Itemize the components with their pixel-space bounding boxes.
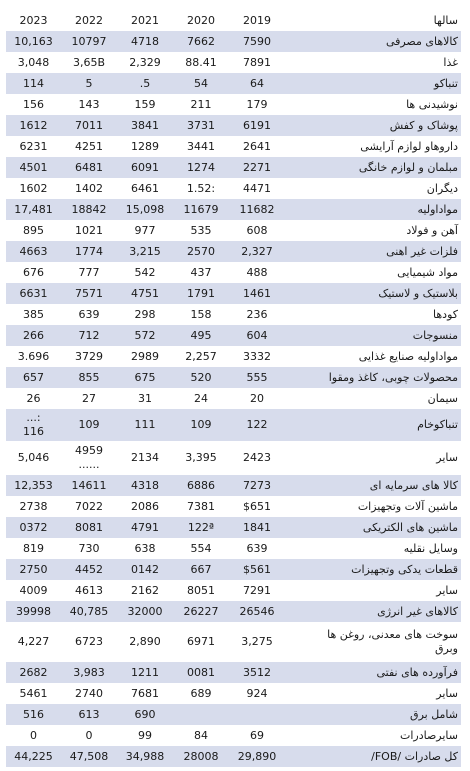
- table-row: [6, 496, 461, 517]
- value-cell: 3,395: [185, 451, 217, 464]
- value-cell: 572: [117, 325, 173, 346]
- value-cell: 5461: [19, 686, 48, 700]
- value-cell: 1774: [61, 241, 117, 262]
- value-cell: 555: [229, 367, 285, 388]
- value-cell: 10,163: [6, 31, 61, 52]
- value-cell: 495: [173, 325, 229, 346]
- value-cell: 5,046: [17, 451, 50, 464]
- value-cell: 675: [117, 367, 173, 388]
- table-row: [6, 157, 461, 178]
- value-cell: 54: [173, 73, 229, 94]
- row-label: تنباکوخام: [285, 409, 461, 441]
- value-cell: 657: [6, 367, 61, 388]
- value-cell: 26227: [173, 601, 229, 622]
- value-cell: 8081: [61, 517, 117, 538]
- row-label: مواد شیمیایی: [397, 265, 458, 279]
- value-cell: 122: [229, 409, 285, 441]
- value-cell: 2750: [6, 559, 61, 580]
- value-cell: 488: [246, 265, 268, 279]
- row-label: ماشین های الکتریکی: [285, 517, 461, 538]
- value-cell: 1461: [229, 283, 285, 304]
- table-row: [6, 136, 461, 157]
- value-cell: $561: [229, 559, 285, 580]
- value-cell: 0: [30, 728, 37, 742]
- year-header: 2023: [19, 13, 48, 27]
- row-label: وسایل نقلیه: [403, 541, 458, 555]
- value-cell: 0372: [6, 517, 61, 538]
- value-cell: 1.52:: [186, 181, 216, 195]
- table-row: [6, 746, 461, 767]
- table-row: [6, 73, 461, 94]
- value-cell: 2271: [229, 157, 285, 178]
- value-cell: 26: [26, 391, 41, 405]
- value-cell: 3,215: [117, 241, 173, 262]
- value-cell: 236: [246, 307, 268, 321]
- value-cell: 819: [23, 541, 44, 555]
- value-cell: 20: [250, 391, 264, 405]
- value-cell: 1274: [173, 157, 229, 178]
- value-cell: 3,65B: [72, 55, 106, 69]
- value-cell: 266: [6, 325, 61, 346]
- value-cell: 6231: [19, 139, 48, 153]
- table-row: [6, 94, 461, 115]
- value-cell: 4318: [117, 475, 173, 496]
- value-cell: 1289: [131, 139, 159, 153]
- value-cell: 2682: [6, 662, 61, 683]
- table-row: [6, 283, 461, 304]
- row-label: بلاستیک و لاستیک: [285, 283, 461, 304]
- value-cell: 4471: [243, 181, 271, 195]
- value-cell: 159: [134, 97, 156, 111]
- value-cell: 437: [190, 265, 212, 279]
- value-cell: 114: [6, 73, 61, 94]
- row-label: سوخت های معدنی، روغن ها وبرق: [327, 628, 458, 655]
- value-cell: 26546: [229, 601, 285, 622]
- value-cell: 6631: [6, 283, 61, 304]
- table-row: [6, 725, 461, 746]
- value-cell: 3441: [187, 139, 215, 153]
- value-cell: 2423: [243, 451, 271, 464]
- value-cell: 7022: [75, 499, 103, 513]
- value-cell: 3731: [173, 115, 229, 136]
- value-cell: 29,890: [229, 746, 285, 767]
- table-row: [6, 199, 461, 220]
- value-cell: 7662: [173, 31, 229, 52]
- row-label: سایر: [436, 686, 458, 700]
- years-label: سالها: [433, 13, 458, 27]
- value-cell: 6091: [117, 157, 173, 178]
- table-row: [6, 115, 461, 136]
- value-cell: 7273: [229, 475, 285, 496]
- value-cell: 12,353: [6, 475, 61, 496]
- value-cell: 4452: [61, 559, 117, 580]
- value-cell: 211: [190, 97, 212, 111]
- value-cell: 69: [250, 728, 264, 742]
- value-cell: 1602: [19, 181, 48, 195]
- row-label: داروهاو لوازم آرایشی: [360, 139, 458, 153]
- value-cell: [173, 704, 229, 725]
- value-cell: 777: [78, 265, 100, 279]
- value-cell: 111: [117, 409, 173, 441]
- table-row: [6, 325, 461, 346]
- table-row: [6, 409, 461, 441]
- value-cell: 2989: [131, 349, 159, 363]
- row-label: شامل برق: [285, 704, 461, 725]
- value-cell: .5: [117, 73, 173, 94]
- value-cell: 7011: [61, 115, 117, 136]
- value-cell: 32000: [117, 601, 173, 622]
- value-cell: 28008: [173, 746, 229, 767]
- row-label: قطعات یدکی وتجهیزات: [285, 559, 461, 580]
- table-row: [6, 31, 461, 52]
- value-cell: 542: [134, 265, 156, 279]
- value-cell: 24: [194, 391, 208, 405]
- value-cell: 88.41: [185, 55, 217, 69]
- value-cell: 385: [23, 307, 44, 321]
- value-cell: 604: [229, 325, 285, 346]
- row-label: آهن و فولاد: [406, 223, 458, 237]
- value-cell: 2738: [19, 499, 48, 513]
- value-cell: 7681: [131, 686, 159, 700]
- row-label: تنباکو: [285, 73, 461, 94]
- table-row: [6, 178, 461, 199]
- value-cell: 3841: [117, 115, 173, 136]
- value-cell: 4718: [117, 31, 173, 52]
- table-row: [6, 220, 461, 241]
- table-row: [6, 441, 461, 475]
- value-cell: 6461: [131, 181, 159, 195]
- value-cell: 27: [82, 391, 96, 405]
- value-cell: 7291: [243, 583, 271, 597]
- value-cell: [229, 704, 285, 725]
- value-cell: 1612: [6, 115, 61, 136]
- table-row: [6, 683, 461, 704]
- value-cell: 855: [61, 367, 117, 388]
- value-cell: 554: [190, 541, 212, 555]
- value-cell: 6481: [61, 157, 117, 178]
- value-cell: 1402: [75, 181, 103, 195]
- value-cell: 298: [134, 307, 156, 321]
- value-cell: 639: [78, 307, 100, 321]
- value-cell: 977: [134, 223, 156, 237]
- value-cell: 2570: [173, 241, 229, 262]
- value-cell: 2740: [75, 686, 103, 700]
- value-cell: 689: [190, 686, 212, 700]
- value-cell: 4791: [117, 517, 173, 538]
- table-row: [6, 367, 461, 388]
- value-cell: 1841: [229, 517, 285, 538]
- table-row: [6, 241, 461, 262]
- value-cell: 0142: [117, 559, 173, 580]
- table-row: [6, 346, 461, 367]
- row-label: کالاهای مصرفی: [285, 31, 461, 52]
- value-cell: 109: [173, 409, 229, 441]
- table-row: [6, 622, 461, 662]
- value-cell: 2,329: [129, 55, 161, 69]
- value-cell: 4613: [75, 583, 103, 597]
- value-cell: 2641: [243, 139, 271, 153]
- table-row: [6, 662, 461, 683]
- value-cell: 2,890: [129, 635, 161, 648]
- value-cell: 143: [78, 97, 100, 111]
- row-label: کودها: [433, 307, 458, 321]
- row-label: فلزات غیر اهنی: [285, 241, 461, 262]
- value-cell: 690: [117, 704, 173, 725]
- value-cell: 11682: [229, 199, 285, 220]
- value-cell: 109: [61, 409, 117, 441]
- row-label: کالاهای غیر انرژی: [285, 601, 461, 622]
- row-label: کالا های سرمایه ای: [285, 475, 461, 496]
- value-cell: 0: [85, 728, 93, 742]
- value-cell: 84: [194, 728, 208, 742]
- table-row: [6, 304, 461, 325]
- row-label: مبلمان و لوازم خانگی: [285, 157, 461, 178]
- value-cell: 3729: [75, 349, 103, 363]
- value-cell: 730: [78, 541, 100, 555]
- value-cell: 156: [23, 97, 44, 111]
- row-label: پوشاک و کفش: [285, 115, 461, 136]
- year-header: 2021: [131, 13, 159, 27]
- value-cell: 667: [173, 559, 229, 580]
- table-row: [6, 517, 461, 538]
- value-cell: 14611: [61, 475, 117, 496]
- row-label: محصولات چوبی، کاغذ ومقوا: [285, 367, 461, 388]
- value-cell: 638: [134, 541, 156, 555]
- value-cell: 7571: [61, 283, 117, 304]
- value-cell: 608: [246, 223, 268, 237]
- year-header: 2020: [187, 13, 215, 27]
- value-cell: 613: [61, 704, 117, 725]
- year-header: 2022: [75, 13, 103, 27]
- value-cell: 1791: [173, 283, 229, 304]
- value-cell: 1211: [117, 662, 173, 683]
- row-label: مواداولیه: [285, 199, 461, 220]
- value-cell: 2162: [131, 583, 159, 597]
- value-cell: 5: [61, 73, 117, 94]
- value-cell: 2134: [131, 451, 159, 464]
- value-cell: 895: [23, 223, 44, 237]
- value-cell: 99: [138, 728, 152, 742]
- row-label: سایر: [436, 451, 458, 464]
- value-cell: 8051: [187, 583, 215, 597]
- value-cell: 2,327: [229, 241, 285, 262]
- table-row: [6, 538, 461, 559]
- value-cell: 10797: [61, 31, 117, 52]
- value-cell: 3,983: [61, 662, 117, 683]
- value-cell: 158: [190, 307, 212, 321]
- table-row: [6, 704, 461, 725]
- value-cell: 11679: [173, 199, 229, 220]
- value-cell: 3,275: [241, 635, 273, 648]
- table-row: [6, 601, 461, 622]
- value-cell: 1021: [75, 223, 103, 237]
- value-cell: 18842: [61, 199, 117, 220]
- header-row: [6, 10, 461, 31]
- value-cell: 179: [246, 97, 268, 111]
- value-cell: 712: [61, 325, 117, 346]
- table-body: [6, 10, 461, 767]
- value-cell: 6971: [187, 635, 215, 648]
- value-cell: 4959 ......: [75, 444, 103, 471]
- row-label: غذا: [443, 55, 458, 69]
- table-row: [6, 262, 461, 283]
- table-row: [6, 559, 461, 580]
- table-row: [6, 388, 461, 409]
- row-label: سایر: [436, 583, 458, 597]
- row-label: فرآورده های نفتی: [285, 662, 461, 683]
- row-label: سایرصادرات: [399, 728, 458, 742]
- value-cell: 44,225: [6, 746, 61, 767]
- table-row: [6, 580, 461, 601]
- table-row: [6, 475, 461, 496]
- value-cell: 7381: [187, 499, 215, 513]
- row-label: ماشین آلات وتجهیزات: [357, 499, 458, 513]
- value-cell: 535: [190, 223, 212, 237]
- value-cell: 4501: [6, 157, 61, 178]
- value-cell: 639: [246, 541, 268, 555]
- value-cell: 4751: [117, 283, 173, 304]
- value-cell: 4009: [19, 583, 48, 597]
- value-cell: 7590: [229, 31, 285, 52]
- value-cell: 4663: [6, 241, 61, 262]
- value-cell: 2086: [131, 499, 159, 513]
- value-cell: 122ª: [173, 517, 229, 538]
- value-cell: 520: [173, 367, 229, 388]
- value-cell: 15,098: [117, 199, 173, 220]
- row-label: سیمان: [427, 391, 458, 405]
- value-cell: 17,481: [6, 199, 61, 220]
- value-cell: $651: [243, 499, 271, 513]
- value-cell: 39998: [6, 601, 61, 622]
- year-header: 2019: [243, 13, 271, 27]
- row-label: منسوجات: [285, 325, 461, 346]
- value-cell: 40,785: [61, 601, 117, 622]
- value-cell: 3512: [229, 662, 285, 683]
- row-label: کل صادرات /FOB/: [285, 746, 461, 767]
- value-cell: 3,048: [17, 55, 50, 69]
- value-cell: 31: [138, 391, 152, 405]
- value-cell: 6886: [173, 475, 229, 496]
- value-cell: 3332: [243, 349, 271, 363]
- value-cell: 924: [246, 686, 268, 700]
- value-cell: 516: [6, 704, 61, 725]
- export-data-table: [6, 10, 461, 767]
- value-cell: ...: 116: [6, 409, 61, 441]
- value-cell: 0081: [173, 662, 229, 683]
- value-cell: 2,257: [185, 349, 217, 363]
- row-label: مواداولیه صنایع غذایی: [358, 349, 458, 363]
- table-row: [6, 52, 461, 73]
- value-cell: 7891: [243, 55, 271, 69]
- value-cell: 64: [229, 73, 285, 94]
- value-cell: 3.696: [17, 349, 50, 363]
- value-cell: 6191: [229, 115, 285, 136]
- value-cell: 676: [23, 265, 44, 279]
- value-cell: 4251: [75, 139, 103, 153]
- value-cell: 47,508: [61, 746, 117, 767]
- value-cell: 4,227: [17, 635, 50, 648]
- value-cell: 34,988: [117, 746, 173, 767]
- row-label: دیگران: [426, 181, 458, 195]
- row-label: نوشیدنی ها: [406, 97, 458, 111]
- value-cell: 6723: [75, 635, 103, 648]
